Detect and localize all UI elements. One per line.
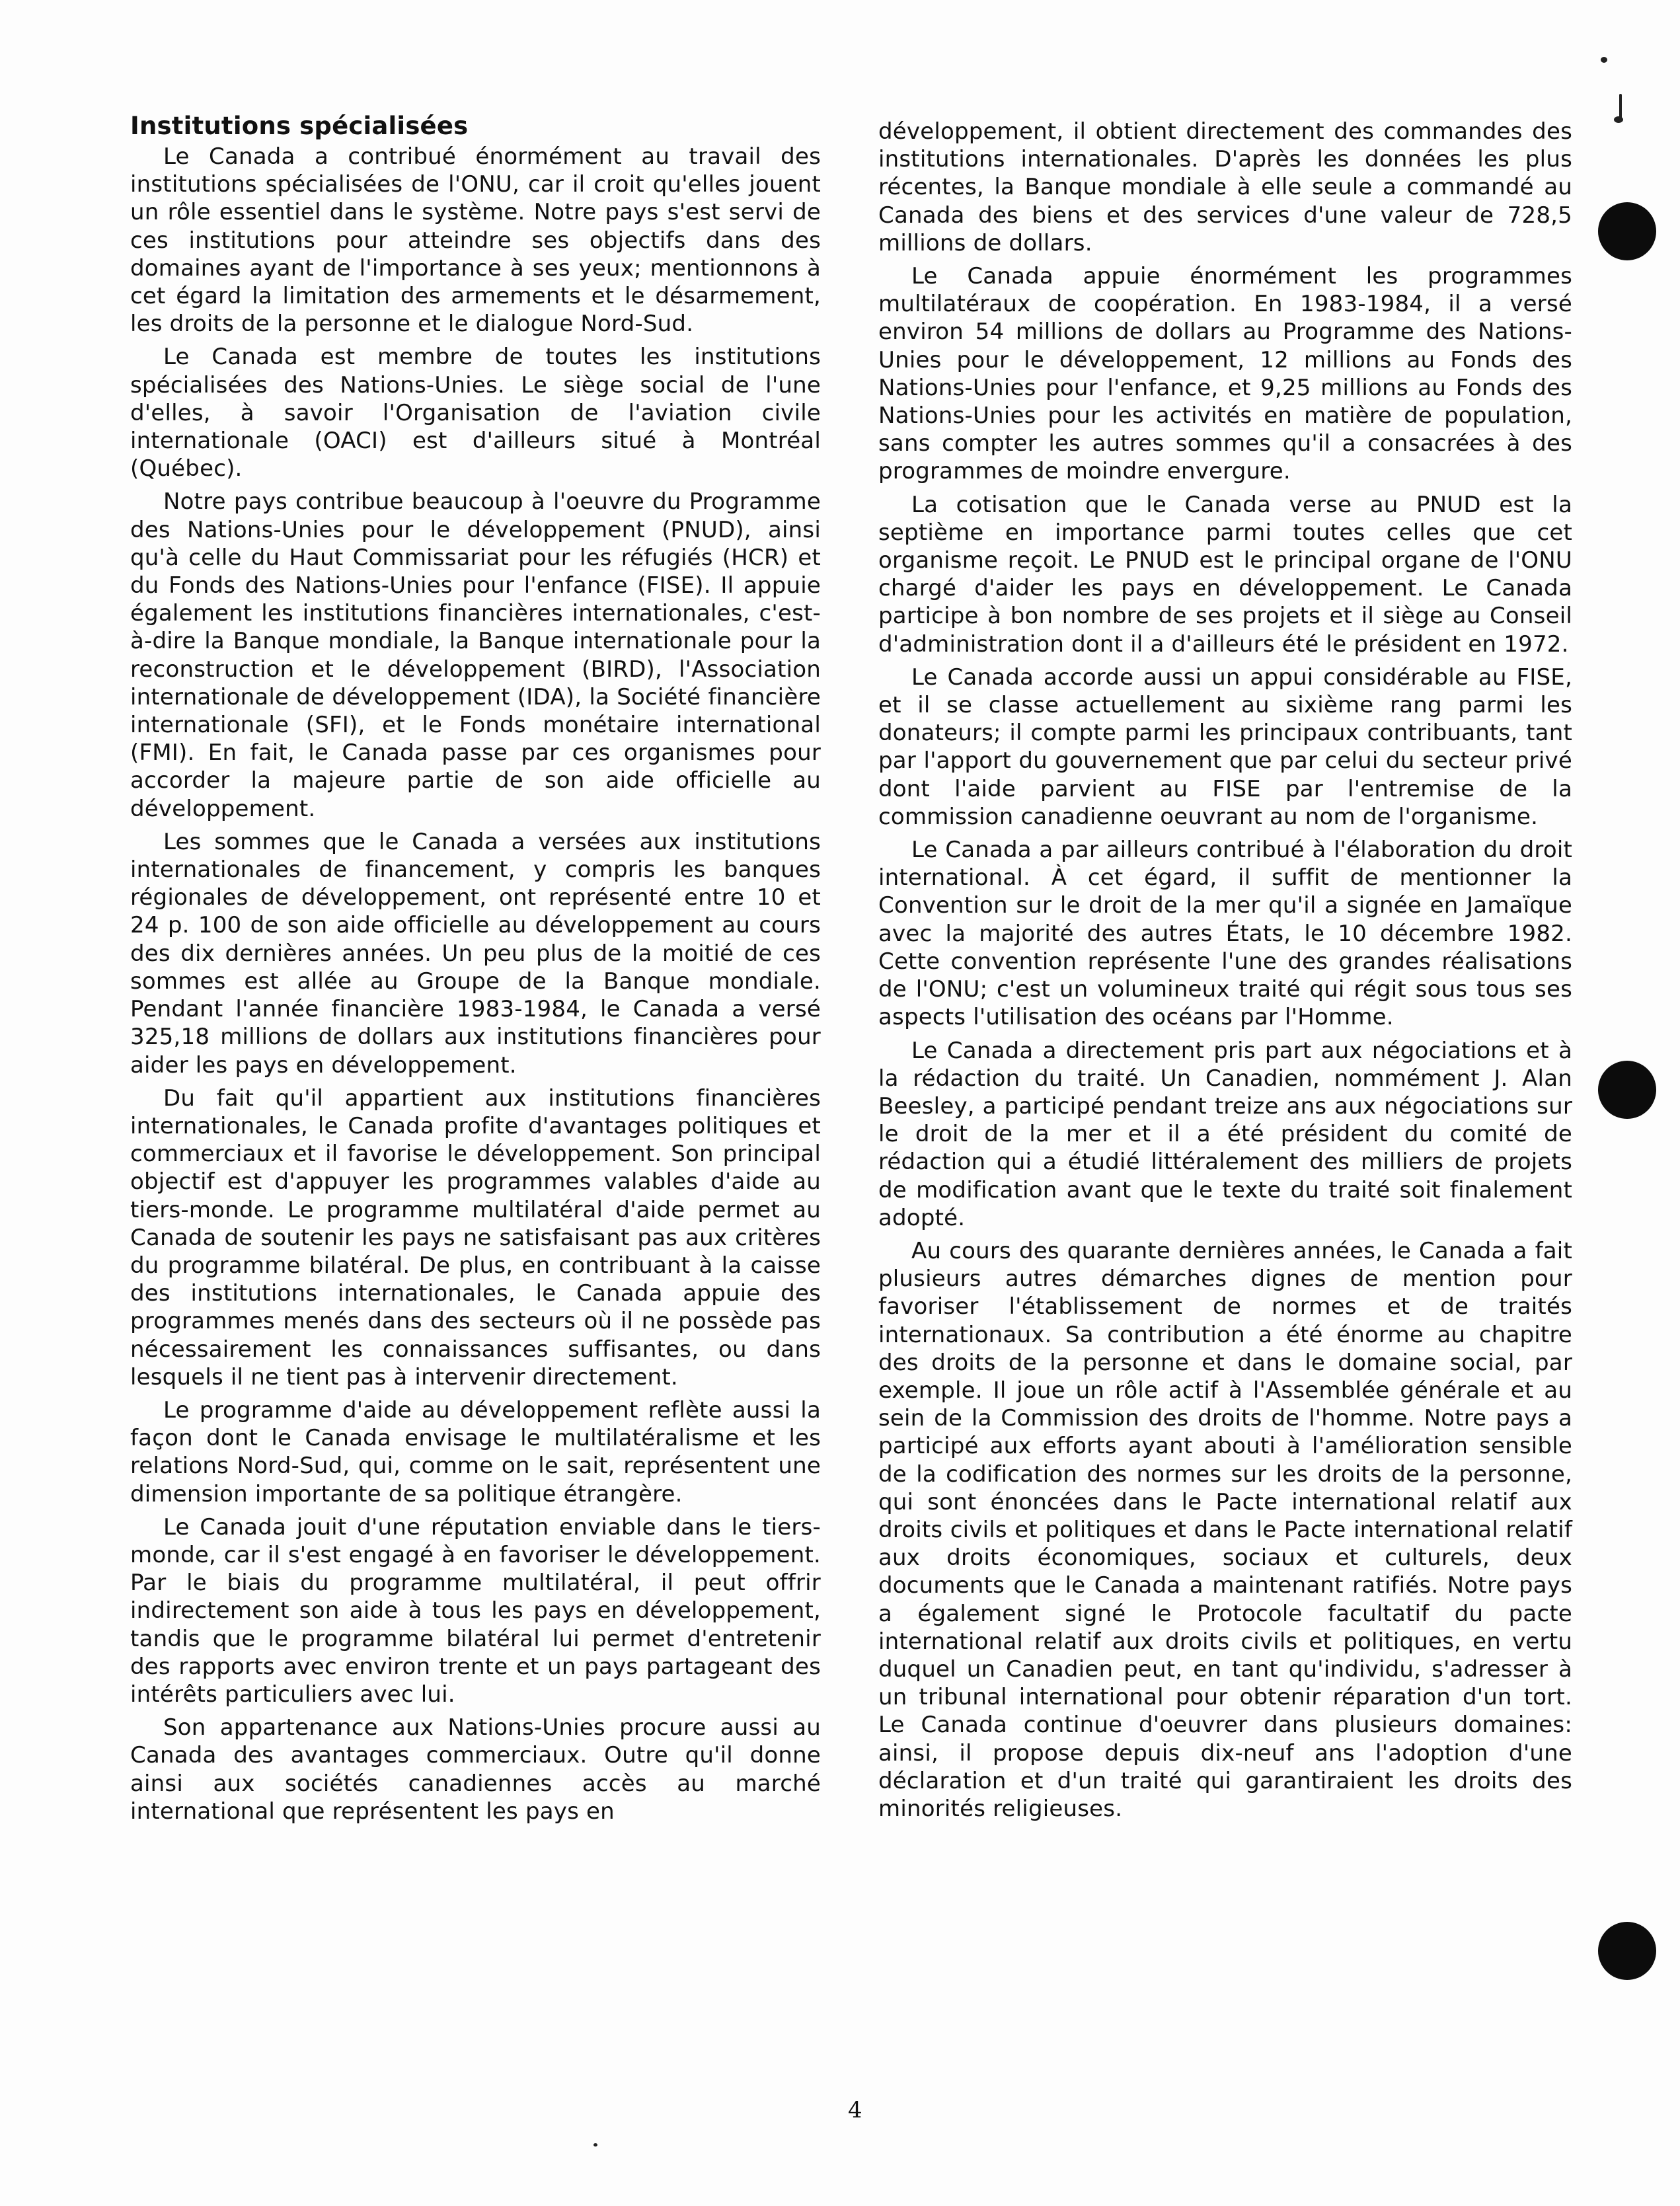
page-number: 4 (848, 2097, 862, 2123)
scan-speck (593, 2143, 597, 2147)
paragraph: Les sommes que le Canada a versées aux institutions internationales de financement, y compris les banques régionales de développement, ont représenté entre 10 et 24 p. 100 de son aide officielle au développement au cours des dix dernières années. Un peu plus de la moitié de ces sommes est allée au Groupe de la Banque mondiale. Pendant l'année financière 1983-1984, le Canada a versé 325,18 millions de dollars aux institutions financières pour aider les pays en développement. (130, 828, 821, 1079)
paragraph: Le programme d'aide au développement reflète aussi la façon dont le Canada envisage le multilatéralisme et les relations Nord-Sud, qui, comme on le sait, représentent une dimension importante de sa politique étrangère. (130, 1396, 821, 1507)
paragraph: Au cours des quarante dernières années, le Canada a fait plusieurs autres démarches dignes de mention pour favoriser l'établissement de normes et de traités internationaux. Sa contribution a été énorme au chapitre des droits de la personne et dans le domaine social, par exemple. Il joue un rôle actif à l'Assemblée générale et au sein de la Commission des droits de l'homme. Notre pays a participé aux efforts ayant abouti à l'amélioration sensible de la codification des normes sur les droits de la personne, qui sont énoncées dans le Pacte international relatif aux droits civils et politiques et dans le Pacte international relatif aux droits économiques, sociaux et culturels, deux documents que le Canada a maintenant ratifiés. Notre pays a également signé le Protocole facultatif du pacte international relatif aux droits civils et politiques, en vertu duquel un Canadien peut, en tant qu'individu, s'adresser à un tribunal international pour obtenir réparation d'un tort. Le Canada continue d'oeuvrer dans plusieurs domaines: ainsi, il propose depuis dix-neuf ans l'adoption d'une déclaration et d'un traité qui garantiraient les droits des minorités religieuses. (878, 1237, 1572, 1822)
paragraph: Le Canada accorde aussi un appui considérable au FISE, et il se classe actuellement au sixième rang parmi les donateurs; il compte parmi les principaux contribuants, tant par l'apport du gouvernement que par celui du secteur privé dont l'aide parvient au FISE par l'entremise de la commission canadienne oeuvrant au nom de l'organisme. (878, 664, 1572, 830)
paragraph-continuation: développement, il obtient directement des commandes des institutions internationales. D'après les données les plus récentes, la Banque mondiale à elle seule a commandé au Canada des biens et des services d'une valeur de 728,5 millions de dollars. (878, 118, 1572, 256)
binder-hole (1598, 1922, 1656, 1980)
paragraph: Le Canada appuie énormément les programmes multilatéraux de coopération. En 1983-1984, il a versé environ 54 millions de dollars au Programme des Nations-Unies pour le développement, 12 millions au Fonds des Nations-Unies pour l'enfance, et 9,25 millions au Fonds des Nations-Unies pour les activités en matière de population, sans compter les autres sommes qu'il a consacrées à des programmes de moindre envergure. (878, 263, 1572, 485)
paragraph: Le Canada a directement pris part aux négociations et à la rédaction du traité. Un Canadien, nommément J. Alan Beesley, a participé pendant treize ans aux négociations sur le droit de la mer et il a été président du comité de rédaction qui a étudié littéralement des milliers de projets de modification avant que le texte du traité soit finalement adopté. (878, 1037, 1572, 1231)
binder-hole (1598, 202, 1656, 260)
section-heading: Institutions spécialisées (130, 112, 469, 140)
paragraph: Le Canada jouit d'une réputation enviable dans le tiers-monde, car il s'est engagé à en favoriser le développement. Par le biais du programme multilatéral, il peut offrir indirectement son aide à tous les pays en développement, tandis que le programme bilatéral lui permet d'entretenir des rapports avec environ trente et un pays partageant des intérêts particuliers avec lui. (130, 1513, 821, 1708)
paragraph: Le Canada a contribué énormément au travail des institutions spécialisées de l'ONU, car il croit qu'elles jouent un rôle essentiel dans le système. Notre pays s'est servi de ces institutions pour atteindre ses objectifs dans des domaines ayant de l'importance à ses yeux; mentionnons à cet égard la limitation des armements et le désarmement, les droits de la personne et le dialogue Nord-Sud. (130, 143, 821, 338)
paragraph: Le Canada est membre de toutes les institutions spécialisées des Nations-Unies. Le siège social de l'une d'elles, à savoir l'Organisation de l'aviation civile internationale (OACI) est d'ailleurs situé à Montréal (Québec). (130, 344, 821, 482)
paragraph: La cotisation que le Canada verse au PNUD est la septième en importance parmi toutes celles que cet organisme reçoit. Le PNUD est le principal organe de l'ONU chargé d'aider les pays en développement. Le Canada participe à bon nombre de ses projets et il siège au Conseil d'administration dont il a d'ailleurs été le président en 1972. (878, 491, 1572, 658)
binder-hole (1598, 1061, 1656, 1119)
paragraph: Le Canada a par ailleurs contribué à l'élaboration du droit international. À cet égard, il suffit de mentionner la Convention sur le droit de la mer qu'il a signée en Jamaïque avec la majorité des autres États, le 10 décembre 1982. Cette convention représente l'une des grandes réalisations de l'ONU; c'est un volumineux traité qui régit sous tous ses aspects l'utilisation des océans par l'Homme. (878, 837, 1572, 1031)
right-column (878, 118, 1572, 1828)
paragraph: Notre pays contribue beaucoup à l'oeuvre du Programme des Nations-Unies pour le développement (PNUD), ainsi qu'à celle du Haut Commissariat pour les réfugiés (HCR) et du Fonds des Nations-Unies pour l'enfance (FISE). Il appuie également les institutions financières internationales, c'est-à-dire la Banque mondiale, la Banque internationale pour la reconstruction et le développement (BIRD), l'Association internationale de développement (IDA), la Société financière internationale (SFI), et le Fonds monétaire international (FMI). En fait, le Canada passe par ces organismes pour accorder la majeure partie de son aide officielle au développement. (130, 488, 821, 822)
scan-speck (1614, 116, 1623, 123)
paragraph: Du fait qu'il appartient aux institutions financières internationales, le Canada profite d'avantages politiques et commerciaux et il favorise le développement. Son principal objectif est d'appuyer les programmes valables d'aide au tiers-monde. Le programme multilatéral d'aide permet au Canada de soutenir les pays ne satisfaisant pas aux critères du programme bilatéral. De plus, en contribuant à la caisse des institutions internationales, le Canada appuie des programmes menés dans des secteurs où il ne possède pas nécessairement les connaissances suffisantes, ou dans lesquels il ne tient pas à intervenir directement. (130, 1084, 821, 1390)
scan-speck (1601, 57, 1607, 63)
left-column (130, 111, 821, 1831)
paragraph: Son appartenance aux Nations-Unies procure aussi au Canada des avantages commerciaux. Outre qu'il donne ainsi aux sociétés canadiennes accès au marché international que représentent les pays en (130, 1714, 821, 1825)
